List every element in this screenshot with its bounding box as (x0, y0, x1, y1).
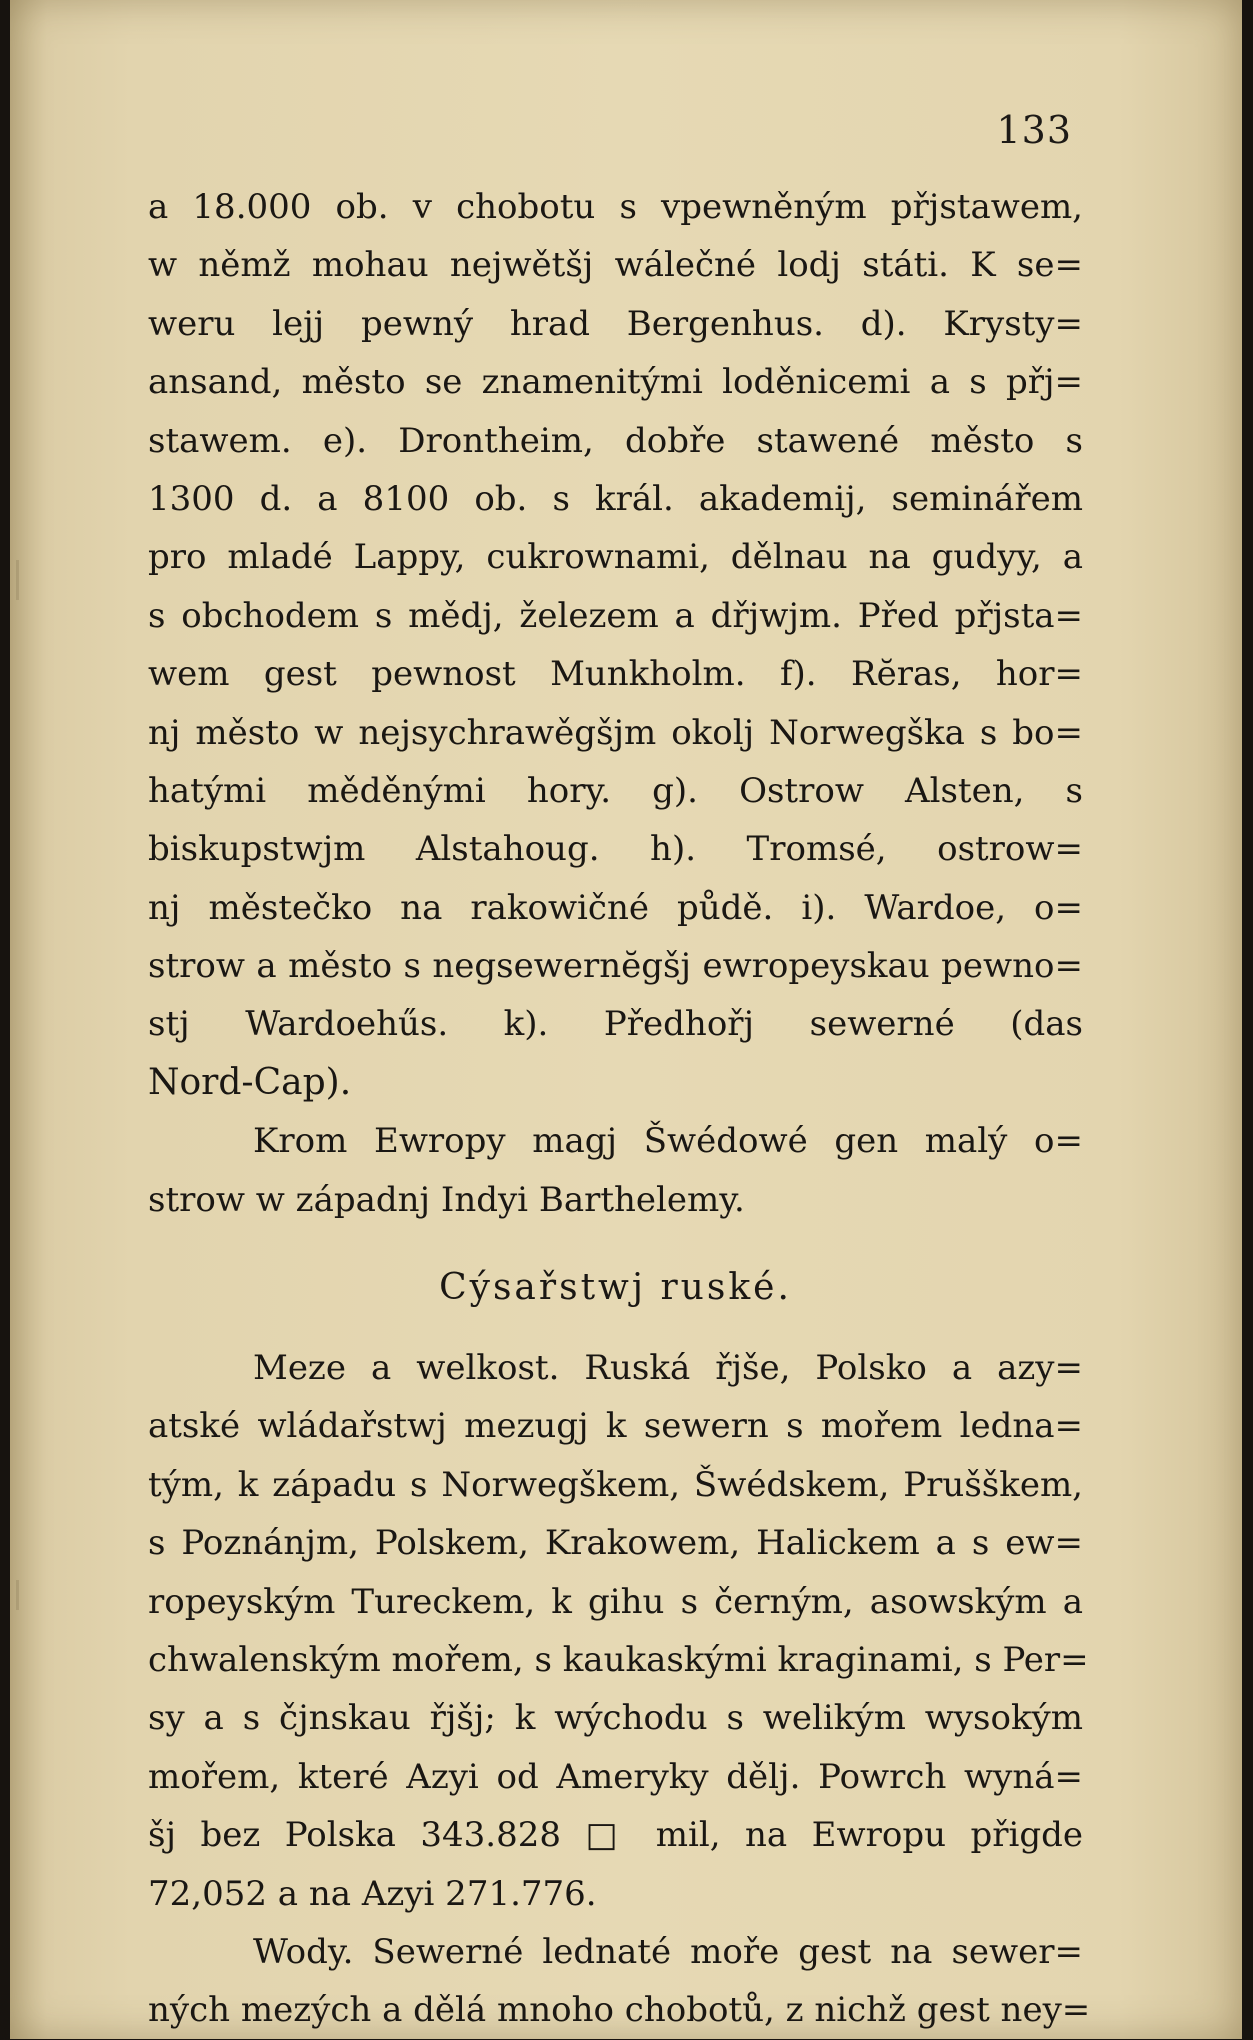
text-line: s obchodem s mědj, železem a dřjwjm. Před přjsta= (148, 595, 1083, 636)
text-line: strow a město s negsewernĕgšj ewropeyskau pewno= (148, 946, 1083, 987)
text-line: ných mezých a dělá mnoho chobotů, z nichž gest ney= (148, 1990, 1091, 2031)
text-line: chwalenským mořem, s kaukaskými kraginami, s Per= (148, 1639, 1089, 1680)
text-line: 1300 d. a 8100 ob. s král. akademij, seminářem (148, 478, 1083, 519)
paragraph-line: Wody. Sewerné lednaté moře gest na sewer= (253, 1931, 1083, 1972)
text-line: atské wládařstwj mezugj k sewern s mořem ledna= (148, 1406, 1083, 1447)
text-line: nj město w nejsychrawěgšjm okolj Norwegška s bo= (148, 712, 1083, 753)
margin-mark (16, 1580, 19, 1610)
text-line: stj Wardoehűs. k). Předhořj sewerné (das (148, 1004, 1083, 1045)
body-text (148, 178, 1091, 2040)
text-line: ropeyským Tureckem, k gihu s černým, asowským a (148, 1581, 1083, 1622)
text-line: weru lejj pewný hrad Bergenhus. d). Krysty= (148, 303, 1083, 344)
text-line: biskupstwjm Alstahoug. h). Tromsé, ostrow= (148, 829, 1083, 870)
text-line: wem gest pewnost Munkholm. f). Rĕras, hor= (148, 654, 1083, 695)
section-heading: Cýsařstwj ruské. (439, 1267, 792, 1309)
margin-mark (16, 560, 19, 600)
paragraph-line: Meze a welkost. Ruská řjše, Polsko a azy= (253, 1348, 1083, 1389)
paragraph-line: Krom Ewropy magj Šwédowé gen malý o= (253, 1121, 1083, 1162)
text-line: sy a s čjnskau řjšj; k wýchodu s welikým wysokým (148, 1698, 1083, 1739)
text-line: w němž mohau nejwětšj wálečné lodj státi. K se= (148, 245, 1083, 286)
text-line: šj bez Polska 343.828 □ mil, na Ewropu přigde (148, 1815, 1083, 1856)
text-line: mořem, které Azyi od Ameryky dělj. Powrch wyná= (148, 1756, 1083, 1797)
text-line: a 18.000 ob. v chobotu s vpewněným přjstawem, (148, 187, 1083, 227)
text-line: hatými měděnými hory. g). Ostrow Alsten, s (148, 770, 1083, 811)
paragraph-line: strow w západnj Indyi Barthelemy. (148, 1179, 745, 1220)
text-line: pro mladé Lappy, cukrownami, dělnau na gudyy, a (148, 537, 1083, 578)
text-line: ansand, město se znamenitými loděnicemi a s přj= (148, 362, 1083, 403)
text-line: stawem. e). Drontheim, dobře stawené město s (148, 420, 1083, 461)
page-number: 133 (996, 108, 1072, 152)
text-line: nj městečko na rakowičné půdě. i). Wardoe, o= (148, 887, 1083, 928)
text-line: s Poznánjm, Polskem, Krakowem, Halickem a s ew= (148, 1523, 1083, 1564)
text-line: 72,052 a na Azyi 271.776. (148, 1873, 597, 1914)
book-page (10, 0, 1242, 2039)
text-line-nord-cap: Nord-Cap). (148, 1061, 352, 1103)
text-line: tým, k západu s Norwegškem, Šwédskem, Prušškem, (148, 1464, 1083, 1505)
